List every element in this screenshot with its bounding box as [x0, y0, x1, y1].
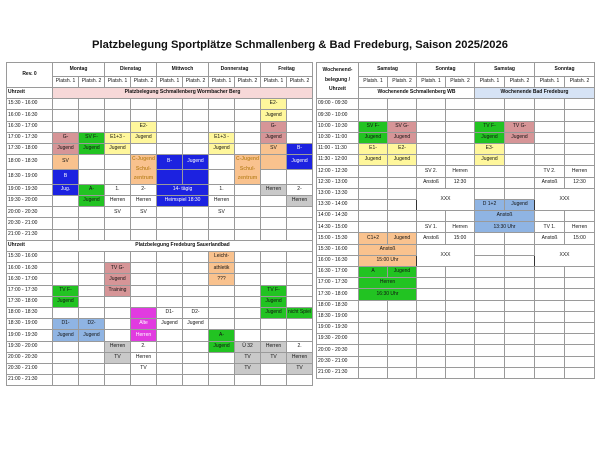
booking-cell: TV [287, 363, 313, 374]
time-slot: 20:00 - 20:30 [7, 207, 53, 218]
weekend-schedule [316, 62, 595, 379]
booking-cell: TV [131, 363, 157, 374]
platz-header: Platsh. 2 [446, 77, 475, 88]
day-header-montag: Montag [53, 63, 105, 77]
booking-cell: Herren [359, 278, 417, 289]
time-slot: 18:30 - 19:00 [7, 319, 53, 330]
booking-cell: Jugend [79, 143, 105, 154]
time-slot: 15:30 - 16:00 [317, 244, 359, 255]
booking-cell: SV [53, 155, 79, 170]
time-slot: 17:00 - 17:30 [7, 285, 53, 296]
booking-cell: C1+2 [359, 233, 388, 244]
platz-header: Platsh. 1 [209, 77, 235, 88]
time-slot: 20:30 - 21:00 [7, 218, 53, 229]
platz-header: Platsh. 2 [565, 77, 595, 88]
platz-header: Platsh. 2 [287, 77, 313, 88]
time-column-header: Uhrzeit [7, 88, 53, 99]
booking-cell: nicht Spiel [287, 307, 313, 318]
time-slot: 19:00 - 19:30 [7, 184, 53, 195]
booking-cell: B [53, 170, 79, 185]
booking-cell: D1- [53, 319, 79, 330]
booking-cell: Jugend [261, 132, 287, 143]
booking-cell: Jugend [261, 110, 287, 121]
booking-cell: SV 2. [417, 166, 446, 177]
day-header-samstag-bf: Samstag [475, 63, 535, 77]
booking-cell: Anstoß [359, 244, 417, 255]
time-slot: 15:30 - 16:00 [7, 252, 53, 263]
booking-cell: Jugend [209, 143, 235, 154]
booking-cell: XXX [535, 244, 595, 266]
booking-cell: D2- [79, 319, 105, 330]
booking-cell: ??? [209, 274, 235, 285]
platz-header: Platsh. 2 [131, 77, 157, 88]
booking-cell: Anstoß [475, 211, 535, 222]
booking-cell: Herren [565, 222, 595, 233]
time-slot: 11:30 - 12:00 [317, 155, 359, 166]
booking-cell: Jugend [183, 155, 209, 170]
platz-header: Platsh. 2 [183, 77, 209, 88]
time-slot: 16:00 - 16:30 [317, 255, 359, 266]
platz-header: Platsh. 2 [505, 77, 535, 88]
time-slot: 16:00 - 16:30 [7, 263, 53, 274]
booking-cell: Herren [261, 184, 287, 195]
day-header-freitag: Freitag [261, 63, 313, 77]
revision-label: Rev. 0 [7, 63, 53, 88]
booking-cell: Herren [105, 196, 131, 207]
booking-cell: A [359, 267, 388, 278]
booking-cell: Jugend [388, 132, 417, 143]
booking-cell: Anstoß [535, 177, 565, 188]
time-slot: 13:00 - 13:30 [317, 188, 359, 199]
platz-header: Platsh. 2 [79, 77, 105, 88]
time-column-header: Uhrzeit [7, 240, 53, 251]
booking-cell: SV F- [359, 121, 388, 132]
booking-cell: TV F- [261, 285, 287, 296]
time-slot: 12:00 - 12:30 [317, 166, 359, 177]
time-slot: 18:00 - 18:30 [317, 300, 359, 311]
booking-cell: Jugend [183, 319, 209, 330]
time-slot: 09:00 - 09:30 [317, 99, 359, 110]
booking-cell: Anstoß [417, 233, 446, 244]
booking-cell: SV G- [388, 121, 417, 132]
section-header-schmallenberg: Platzbelegung Schmallenberg Wormbacher Berg [53, 88, 313, 99]
booking-cell: TV F- [53, 285, 79, 296]
booking-cell: 15:00 [565, 233, 595, 244]
booking-cell: TV G- [105, 263, 131, 274]
platz-header: Platsh. 2 [388, 77, 417, 88]
booking-cell: 2. [287, 341, 313, 352]
platz-header: Platsh. 1 [417, 77, 446, 88]
day-header-sonntag-bf: Sonntag [535, 63, 595, 77]
day-header-sonntag-wb: Sonntag [417, 63, 475, 77]
booking-cell: SV F- [79, 132, 105, 143]
booking-cell: Herren [131, 330, 157, 341]
booking-cell: Jugend [261, 307, 287, 318]
booking-cell: Ü 32 [235, 341, 261, 352]
booking-cell: TV G- [505, 121, 535, 132]
platz-header: Platsh. 1 [53, 77, 79, 88]
booking-cell: 12:30 [446, 177, 475, 188]
booking-cell: Jugend [261, 296, 287, 307]
booking-cell: Jugend [131, 132, 157, 143]
time-slot: 17:00 - 17:30 [7, 132, 53, 143]
booking-cell: Jug. [53, 184, 79, 195]
booking-cell: Heimspiel 18:30 [157, 196, 209, 207]
time-slot: 16:30 - 17:00 [7, 274, 53, 285]
time-slot: 09:30 - 10:00 [317, 110, 359, 121]
booking-cell: Training [105, 285, 131, 296]
booking-cell: E1+3 - [105, 132, 131, 143]
time-slot: 20:30 - 21:00 [317, 356, 359, 367]
platz-header: Platsh. 1 [535, 77, 565, 88]
booking-cell: Jugend [209, 341, 235, 352]
booking-cell: XXX [535, 188, 595, 210]
booking-cell: Jugend [105, 143, 131, 154]
booking-cell: 16:30 Uhr [359, 289, 417, 300]
booking-cell: 2- [131, 184, 157, 195]
time-slot: 16:00 - 16:30 [7, 110, 53, 121]
booking-cell: Jugend [53, 143, 79, 154]
booking-cell: E1+3 - [209, 132, 235, 143]
platz-header: Platsh. 1 [359, 77, 388, 88]
time-slot: 14:00 - 14:30 [317, 211, 359, 222]
booking-cell: C-Jugend Schul-zentrum [235, 155, 261, 185]
time-slot: 17:30 - 18:00 [7, 296, 53, 307]
day-header-dienstag: Dienstag [105, 63, 157, 77]
section-header-fredeburg: Platzbelegung Fredeburg Sauerlandbad [53, 240, 313, 251]
booking-cell: Jugend [388, 155, 417, 166]
booking-cell: B- [287, 143, 313, 154]
time-slot: 18:30 - 19:00 [317, 311, 359, 322]
platz-header: Platsh. 1 [261, 77, 287, 88]
time-slot: 16:30 - 17:00 [317, 267, 359, 278]
booking-cell: Herren [131, 352, 157, 363]
time-slot: 18:30 - 19:00 [7, 170, 53, 185]
booking-cell: 13:30 Uhr [475, 222, 535, 233]
weekday-schedule [6, 62, 313, 386]
booking-cell: Herren [287, 196, 313, 207]
booking-cell: Anstoß [535, 233, 565, 244]
booking-cell: SV [209, 207, 235, 218]
booking-cell: Jugend [359, 155, 388, 166]
time-slot: 19:00 - 19:30 [7, 330, 53, 341]
time-slot: 20:30 - 21:00 [7, 363, 53, 374]
platz-header: Platsh. 1 [475, 77, 505, 88]
booking-cell: Jugend [157, 319, 183, 330]
booking-cell: 2- [287, 184, 313, 195]
booking-cell: TV 2. [535, 166, 565, 177]
booking-cell: Jugend [388, 267, 417, 278]
booking-cell: Jugend [505, 132, 535, 143]
booking-cell: Herren [261, 341, 287, 352]
time-slot: 15:00 - 15:30 [317, 233, 359, 244]
booking-cell: Leicht- [209, 252, 235, 263]
booking-cell: Anstoß [417, 177, 446, 188]
booking-cell: SV [105, 207, 131, 218]
booking-cell: 1. [209, 184, 235, 195]
time-slot: 17:00 - 17:30 [317, 278, 359, 289]
booking-cell: Herren [209, 196, 235, 207]
page-title: Platzbelegung Sportplätze Schmallenberg & Bad Fredeburg, Saison 2025/2026 [92, 39, 508, 51]
booking-cell: E2- [388, 143, 417, 154]
section-header-wb: Wochenende Schmallenberg WB [359, 88, 475, 99]
booking-cell: A- [209, 330, 235, 341]
booking-cell: Jugend [505, 199, 535, 210]
time-slot: 20:00 - 20:30 [7, 352, 53, 363]
booking-cell: D2- [183, 307, 209, 318]
booking-cell: 15:00 [446, 233, 475, 244]
time-slot: 10:00 - 10:30 [317, 121, 359, 132]
booking-cell: E2- [261, 99, 287, 110]
booking-cell: TV [105, 352, 131, 363]
time-slot: 10:30 - 11:00 [317, 132, 359, 143]
day-header-donnerstag: Donnerstag [209, 63, 261, 77]
booking-cell: Herren [446, 222, 475, 233]
booking-cell: D 1+2 [475, 199, 505, 210]
booking-cell: E3- [475, 143, 505, 154]
day-header-samstag-wb: Samstag [359, 63, 417, 77]
booking-cell: XXX [417, 188, 475, 210]
booking-cell: TV [235, 352, 261, 363]
platz-header: Platsh. 1 [157, 77, 183, 88]
booking-cell: 2. [131, 341, 157, 352]
booking-cell: E1- [359, 143, 388, 154]
booking-cell: TV [235, 363, 261, 374]
time-slot: 21:00 - 21:30 [7, 229, 53, 240]
time-slot: 14:30 - 15:00 [317, 222, 359, 233]
booking-cell: Herren [446, 166, 475, 177]
booking-cell: Jugend [475, 155, 505, 166]
booking-cell: SV 1. [417, 222, 446, 233]
time-slot: 18:00 - 18:30 [7, 155, 53, 170]
weekend-time-header: Wochenend-belegung / Uhrzeit [317, 63, 359, 99]
booking-cell: Jugend [79, 196, 105, 207]
booking-cell: SV [131, 207, 157, 218]
booking-cell: Jugend [79, 330, 105, 341]
booking-cell: C-Jugend Schul-zentrum [131, 155, 157, 185]
booking-cell: A- [79, 184, 105, 195]
booking-cell: G- [53, 132, 79, 143]
booking-cell: XXX [417, 244, 475, 266]
platz-header: Platsh. 1 [105, 77, 131, 88]
booking-cell: 12:30 [565, 177, 595, 188]
booking-cell: Jugend [105, 274, 131, 285]
time-slot: 18:00 - 18:30 [7, 307, 53, 318]
booking-cell: Jugend [388, 233, 417, 244]
time-slot: 11:00 - 11:30 [317, 143, 359, 154]
time-slot: 16:30 - 17:00 [7, 121, 53, 132]
booking-cell: 14- tägig [157, 184, 209, 195]
time-slot: 19:30 - 20:00 [7, 341, 53, 352]
time-slot: 13:30 - 14:00 [317, 199, 359, 210]
booking-cell: Jugend [359, 132, 388, 143]
time-slot: 17:30 - 18:00 [317, 289, 359, 300]
time-slot: 21:00 - 21:30 [317, 367, 359, 378]
booking-cell: E2- [131, 121, 157, 132]
booking-cell: athletik [209, 263, 235, 274]
booking-cell: SV [261, 143, 287, 154]
booking-cell: Herren [105, 341, 131, 352]
booking-cell: Herren [287, 352, 313, 363]
time-slot: 15:30 - 16:00 [7, 99, 53, 110]
time-slot: 20:00 - 20:30 [317, 345, 359, 356]
time-slot: 19:30 - 20:00 [317, 334, 359, 345]
time-slot: 19:30 - 20:00 [7, 196, 53, 207]
booking-cell: Jugend [53, 296, 79, 307]
time-slot: 21:00 - 21:30 [7, 375, 53, 386]
time-slot: 19:00 - 19:30 [317, 322, 359, 333]
time-slot: 12:30 - 13:00 [317, 177, 359, 188]
booking-cell: D1- [157, 307, 183, 318]
booking-cell: Herren [565, 166, 595, 177]
booking-cell: TV F- [475, 121, 505, 132]
booking-cell: Jugend [53, 330, 79, 341]
booking-cell: 1. [105, 184, 131, 195]
booking-cell: G- [261, 121, 287, 132]
booking-cell: TV [261, 352, 287, 363]
time-slot: 17:30 - 18:00 [7, 143, 53, 154]
booking-cell: 15:00 Uhr [359, 255, 417, 266]
booking-cell: Herren [131, 196, 157, 207]
platz-header: Platsh. 2 [235, 77, 261, 88]
booking-cell: Alte [131, 319, 157, 330]
day-header-mittwoch: Mittwoch [157, 63, 209, 77]
booking-cell: B- [157, 155, 183, 170]
booking-cell: Jugend [475, 132, 505, 143]
booking-cell: Jugend [287, 155, 313, 170]
section-header-bf: Wochenende Bad Fredeburg [475, 88, 595, 99]
booking-cell: TV 1. [535, 222, 565, 233]
